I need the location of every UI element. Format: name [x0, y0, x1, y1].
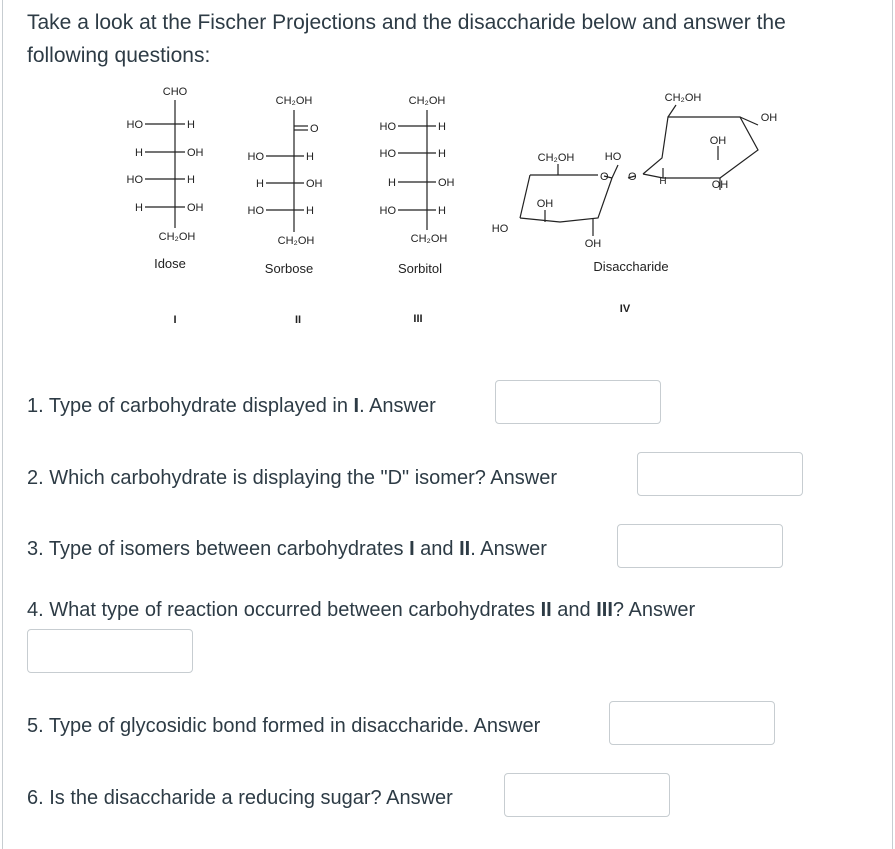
disac-ring1-oh-top: OH	[536, 198, 554, 210]
disac-ring2-ch2oh: CH₂OH	[664, 92, 702, 104]
sorbose-r2-right: OH	[306, 178, 323, 190]
sorbitol-r1-right: H	[438, 121, 446, 133]
sorbitol-r3-right: OH	[438, 177, 455, 189]
answer-input-2[interactable]	[637, 452, 803, 496]
disac-ring2-oh-bottom: OH	[711, 179, 729, 191]
disac-link-o: O	[628, 171, 637, 183]
intro-text: Take a look at the Fischer Projections and the disaccharide below and answer the following questions:	[27, 11, 786, 67]
sorbose-r1-right: H	[306, 151, 314, 163]
sorbitol-r4-left: HO	[379, 205, 396, 217]
disac-ring1-ho: HO	[604, 151, 622, 163]
idose-r3-right: H	[187, 174, 195, 186]
sorbose-name: Sorbose	[264, 261, 314, 276]
sorbose-r2-left: H	[256, 178, 264, 190]
sorbitol-r2-right: H	[438, 148, 446, 160]
disac-ring1-ho-left: HO	[491, 223, 509, 235]
sorbose-r3-left: HO	[247, 205, 264, 217]
answer-input-3[interactable]	[617, 524, 783, 568]
disac-ring1-oh-bottom: OH	[584, 238, 602, 250]
answer-input-5[interactable]	[609, 701, 775, 745]
idose-r4-left: H	[135, 202, 143, 214]
sorbitol-bottom: CH₂OH	[410, 233, 448, 245]
disac-name: Disaccharide	[593, 259, 669, 274]
disac-ring2-oh-right: OH	[760, 112, 778, 124]
idose-r3-left: HO	[126, 174, 143, 186]
sorbitol-name: Sorbitol	[397, 261, 443, 276]
idose-r1-right: H	[187, 119, 195, 131]
idose-name: Idose	[154, 256, 186, 271]
idose-bottom: CH₂OH	[158, 231, 196, 243]
idose-r1-left: HO	[126, 119, 143, 131]
idose-r2-left: H	[135, 147, 143, 159]
sorbose-r3-right: H	[306, 205, 314, 217]
sorbose-carbonyl: O	[310, 123, 319, 135]
disac-ring1-o: O	[600, 171, 609, 183]
idose-top: CHO	[162, 86, 188, 98]
sorbose-roman: II	[294, 314, 302, 326]
disac-ring2-oh-mid: OH	[709, 135, 727, 147]
carbohydrate-figure	[0, 0, 895, 340]
disac-roman: IV	[619, 303, 631, 315]
answer-input-4[interactable]	[27, 629, 193, 673]
question-1: 1. Type of carbohydrate displayed in I. Answer	[27, 395, 436, 417]
sorbitol-roman: III	[413, 313, 423, 325]
disac-ring2-h: H	[659, 176, 667, 187]
answer-input-1[interactable]	[495, 380, 661, 424]
sorbose-r1-left: HO	[247, 151, 264, 163]
answer-input-6[interactable]	[504, 773, 670, 817]
idose-r4-right: OH	[187, 202, 204, 214]
sorbose-bottom: CH₂OH	[277, 235, 315, 247]
sorbitol-r2-left: HO	[379, 148, 396, 160]
sorbose-top: CH₂OH	[275, 95, 313, 107]
question-5: 5. Type of glycosidic bond formed in disaccharide. Answer	[27, 715, 541, 737]
idose-roman: I	[173, 314, 177, 326]
disac-ring1-ch2oh: CH₂OH	[537, 152, 575, 164]
question-6: 6. Is the disaccharide a reducing sugar? Answer	[27, 787, 453, 809]
sorbitol-r4-right: H	[438, 205, 446, 217]
question-4: 4. What type of reaction occurred between carbohydrates II and III? Answer	[27, 599, 696, 621]
idose-r2-right: OH	[187, 147, 204, 159]
question-2: 2. Which carbohydrate is displaying the "D" isomer? Answer	[27, 467, 557, 489]
sorbitol-r1-left: HO	[379, 121, 396, 133]
question-3: 3. Type of isomers between carbohydrates I and II. Answer	[27, 538, 547, 560]
sorbitol-r3-left: H	[388, 177, 396, 189]
sorbitol-top: CH₂OH	[408, 95, 446, 107]
